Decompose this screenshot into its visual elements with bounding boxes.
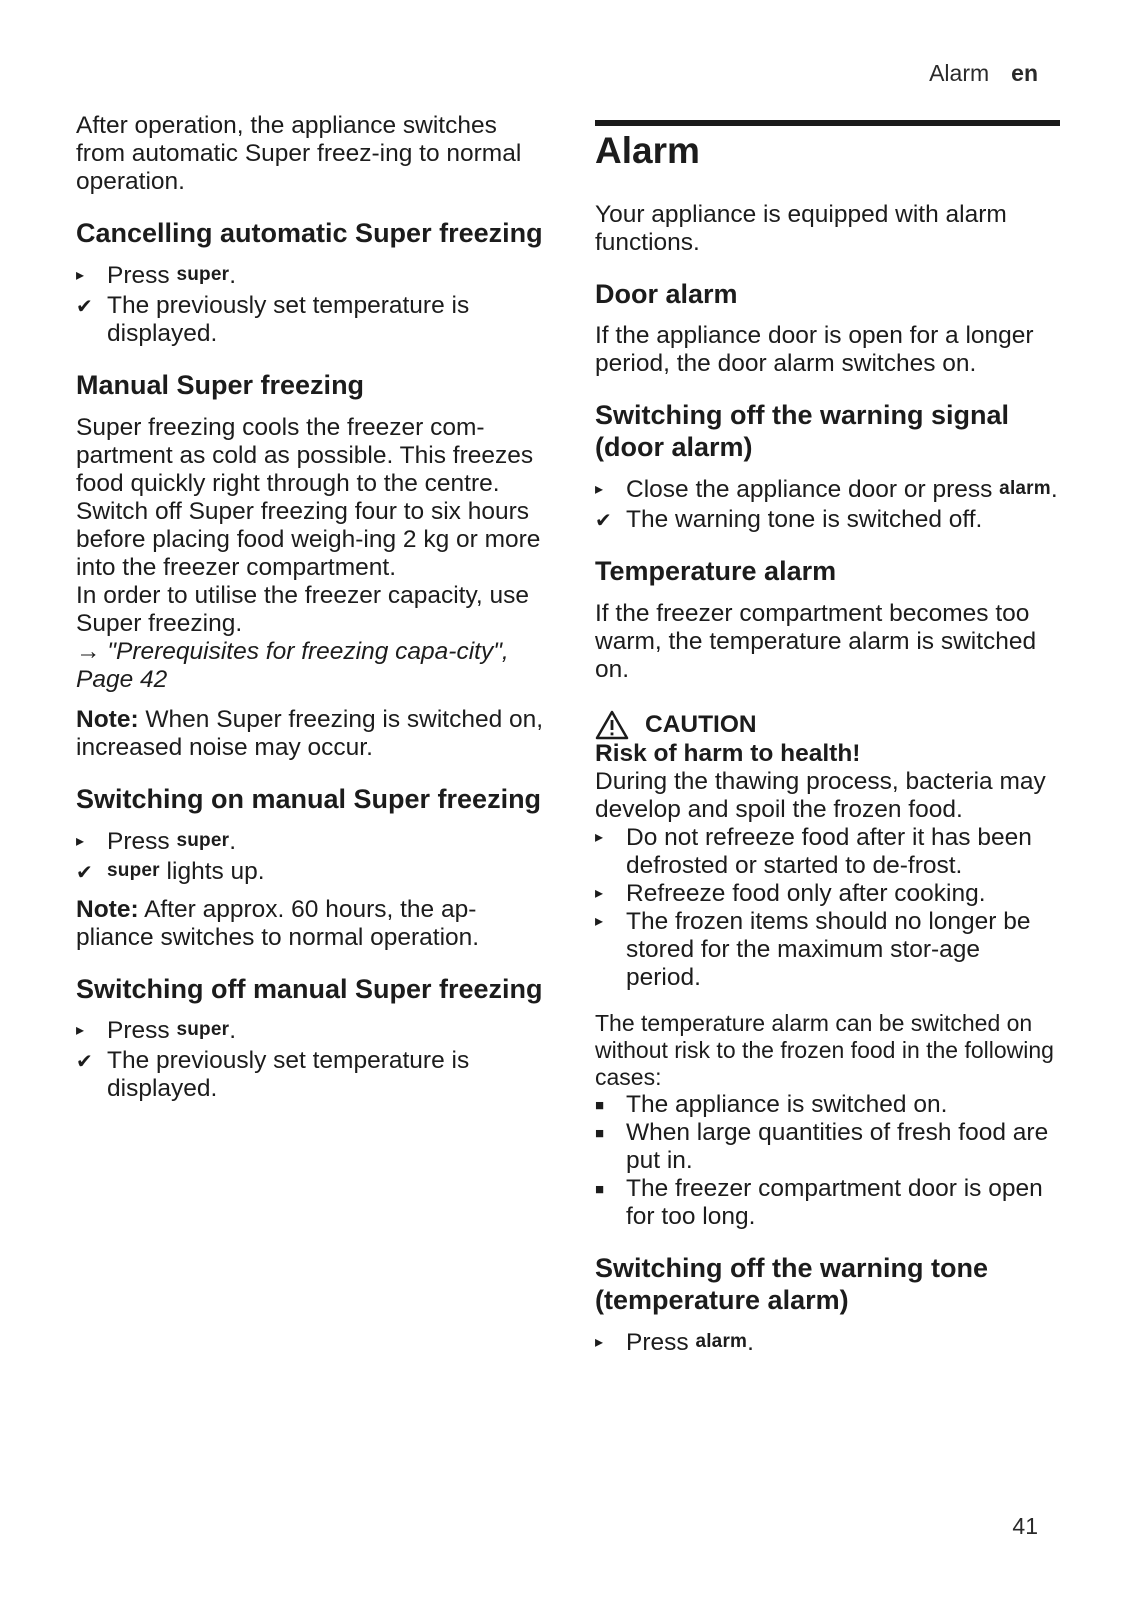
temp-alarm-cases xyxy=(595,1010,1060,1091)
result-item: ✔ super lights up. xyxy=(76,857,265,885)
manual-heading: Manual Super freezing xyxy=(76,369,365,400)
cases-list xyxy=(595,1091,1060,1231)
tone-off-heading: Switching off the warning tone (temperature alarm) xyxy=(595,1252,988,1315)
step-item: ▸ Press alarm. xyxy=(595,1328,754,1356)
left-column xyxy=(76,112,546,1111)
alarm-key: alarm xyxy=(999,478,1051,500)
risk-heading: Risk of harm to health! xyxy=(595,739,861,767)
header-section: Alarm xyxy=(929,60,990,86)
step-item: ▸ Do not refreeze food after it has been defrosted or started to de-frost. xyxy=(595,823,1032,879)
door-alarm-heading: Door alarm xyxy=(595,278,738,309)
page-title: Alarm xyxy=(595,130,700,171)
caution-text: During the thawing process, bacteria may develop and spoil the frozen food. xyxy=(595,767,1046,823)
step-item: ▸ Refreeze food only after cooking. xyxy=(595,879,986,907)
check-icon: ✔ xyxy=(76,1051,93,1074)
super-key: super xyxy=(176,829,230,851)
square-bullet-icon: ■ xyxy=(595,1096,605,1114)
intro-paragraph: After operation, the appliance switches from automatic Super freez-ing to normal operation. xyxy=(76,112,522,195)
switch-on-steps xyxy=(76,828,546,888)
list-item: ■ When large quantities of fresh food are put in. xyxy=(595,1118,1049,1174)
step-item: ▸ Close the appliance door or press alarm. xyxy=(595,476,1058,504)
arrow-icon: ▸ xyxy=(595,1333,604,1351)
arrow-icon: ▸ xyxy=(595,481,604,499)
running-header xyxy=(929,60,1038,87)
arrow-icon: ▸ xyxy=(76,1022,85,1040)
caution-steps xyxy=(595,824,1060,992)
caution-box xyxy=(595,710,1060,740)
temp-alarm-heading: Temperature alarm xyxy=(595,556,837,587)
switch-off-heading: Switching off manual Super freezing xyxy=(76,973,543,1004)
square-bullet-icon: ■ xyxy=(595,1180,605,1198)
manual-p3: In order to utilise the freezer capacity, use Super freezing. xyxy=(76,581,530,637)
step-item: ▸ Press super. xyxy=(76,1017,236,1045)
square-bullet-icon: ■ xyxy=(595,1124,605,1142)
switch-off-steps xyxy=(76,1017,546,1103)
door-alarm-text: If the appliance door is open for a longer period, the door alarm switches on. xyxy=(595,322,1034,378)
step-item: ▸ The frozen items should no longer be stored for the maximum stor-age period. xyxy=(595,907,1031,991)
result-item: ✔ The previously set temperature is displayed. xyxy=(76,291,470,347)
cancel-steps xyxy=(76,262,546,348)
manual-p2: Switch off Super freezing four to six hours before placing food weigh-ing 2 kg or more into the freezer compartment. xyxy=(76,497,541,581)
warning-triangle-icon xyxy=(595,710,629,740)
door-off-heading: Switching off the warning signal (door alarm) xyxy=(595,400,1010,463)
check-icon: ✔ xyxy=(76,861,93,884)
result-item: ✔ The warning tone is switched off. xyxy=(595,506,983,534)
header-language: en xyxy=(1011,60,1038,86)
check-icon: ✔ xyxy=(595,510,612,533)
super-key: super xyxy=(107,859,160,881)
alarm-key: alarm xyxy=(695,1330,748,1352)
arrow-icon: ▸ xyxy=(595,912,604,930)
result-item: ✔ The previously set temperature is displayed. xyxy=(76,1047,470,1103)
arrow-icon: ▸ xyxy=(595,884,604,902)
tone-off-steps xyxy=(595,1329,1060,1359)
caution-label: CAUTION xyxy=(645,710,757,738)
list-item: ■ The appliance is switched on. xyxy=(595,1090,948,1118)
list-item: ■ The freezer compartment door is open for too long. xyxy=(595,1174,1043,1230)
arrow-icon: ▸ xyxy=(595,828,604,846)
arrow-icon: ▸ xyxy=(76,266,85,284)
manual-p1: Super freezing cools the freezer com-partment as cold as possible. This freezes food quickly right through to the centre. xyxy=(76,413,534,497)
cross-reference-link[interactable]: → "Prerequisites for freezing capa-city", Page 42 xyxy=(76,637,509,693)
step-item: ▸ Press super. xyxy=(76,827,236,855)
super-key: super xyxy=(176,263,230,285)
right-column xyxy=(595,120,1060,1367)
note-noise: Note: When Super freezing is switched on, increased noise may occur. xyxy=(76,705,544,761)
super-key: super xyxy=(176,1019,230,1041)
alarm-intro: Your appliance is equipped with alarm functions. xyxy=(595,200,1007,256)
page-number: 41 xyxy=(1012,1513,1038,1539)
section-rule xyxy=(595,120,1060,126)
check-icon: ✔ xyxy=(76,295,93,318)
cases-intro: The temperature alarm can be switched on without risk to the frozen food in the following cases: xyxy=(595,1009,1054,1090)
cancel-heading: Cancelling automatic Super freezing xyxy=(76,218,543,248)
door-off-steps xyxy=(595,476,1060,534)
note-normal-operation: Note: After approx. 60 hours, the ap-pliance switches to normal operation. xyxy=(76,895,480,951)
step-item: ▸ Press super. xyxy=(76,261,236,289)
arrow-icon: ▸ xyxy=(76,832,85,850)
temp-alarm-text: If the freezer compartment becomes too warm, the temperature alarm is switched on. xyxy=(595,599,1037,683)
switch-on-heading: Switching on manual Super freezing xyxy=(76,783,542,814)
